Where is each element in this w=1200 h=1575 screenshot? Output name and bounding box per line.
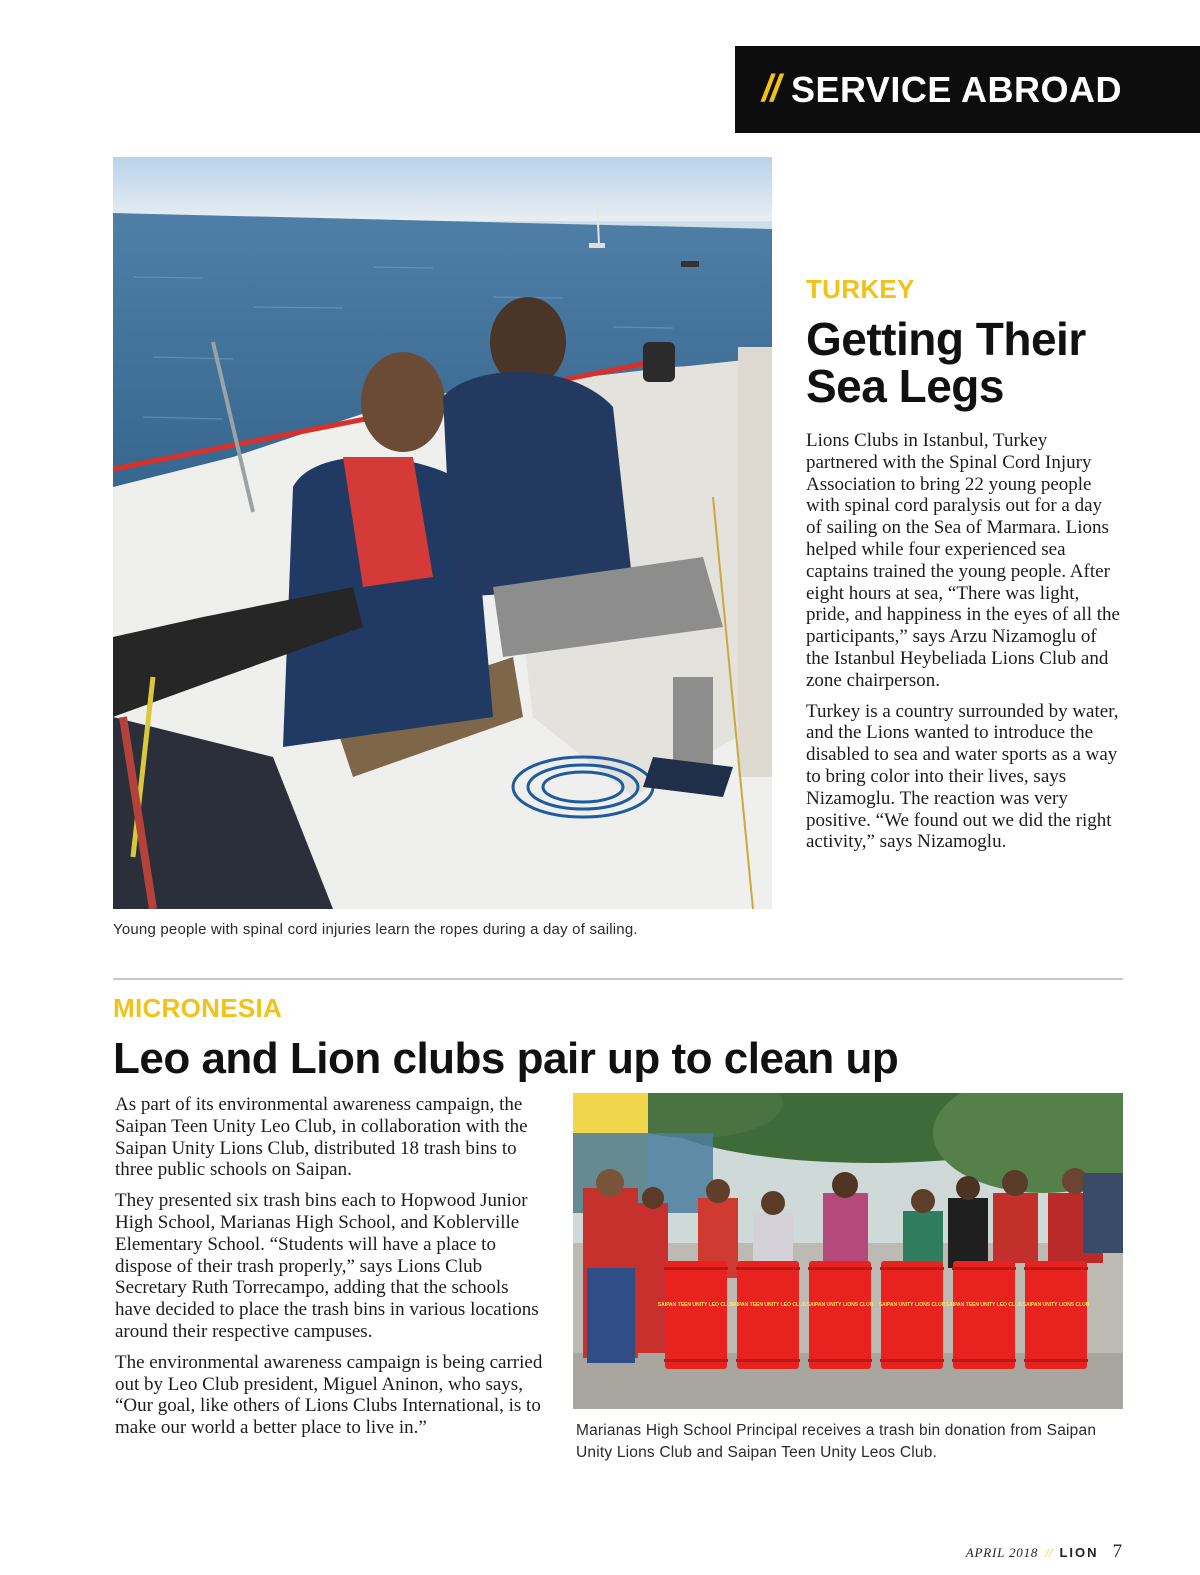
trash-bin [953,1261,1015,1369]
section-banner [735,46,1200,133]
trash-bin-label: SAIPAN UNITY LIONS CLUB [806,1302,874,1308]
turkey-kicker: TURKEY [806,274,915,304]
micronesia-paragraph: The environmental awareness campaign is being carried out by Leo Club president, Miguel Aninon, who says, “Our goal, like others of Lions Clubs International, is to make our world a better place to live in.” [115,1351,543,1439]
trash-bin-label: SAIPAN TEEN UNITY LEO CLUB [657,1302,735,1308]
micronesia-paragraph: They presented six trash bins each to Hopwood Junior High School, Marianas High School, and Koblerville Elementary School. “Students will have a place to dispose of their trash properly,” says Lions Club Secretary Ruth Torrecampo, adding that the schools have decided to place the trash bins in various locations around their respective campuses. [115,1190,539,1342]
trash-bin-rim [736,1359,800,1362]
turkey-paragraph: Lions Clubs in Istanbul, Turkey partnered with the Spinal Cord Injury Association to bring 22 young people with spinal cord paralysis out for a day of sailing on the Sea of Marmara. Lions helped while four experienced sea captains trained the young people. After eight hours at sea, “There was light, pride, and happiness in the eyes of all the participants,” says Arzu Nizamoglu of the Istanbul Heybeliada Lions Club and zone chairperson. [806,430,1120,691]
trash-bin-label: SAIPAN UNITY LIONS CLUB [878,1302,946,1308]
trash-bin-rim [1024,1267,1088,1270]
trash-bin-rim [664,1359,728,1362]
page-footer [966,1541,1122,1563]
section-slashes: // [761,68,779,110]
trash-bin-rim [880,1267,944,1270]
micronesia-headline: Leo and Lion clubs pair up to clean up [113,1034,899,1083]
micronesia-body [115,1094,545,1448]
sailing-photo [113,157,772,909]
turkey-paragraph: Turkey is a country surrounded by water, and the Lions wanted to introduce the disabled to sea and water sports as a way to bring color into their lives, says Nizamoglu. The reaction was very positive. “We found out we did the right activity,” says Nizamoglu. [806,700,1119,853]
trash-bins-caption: Marianas High School Principal receives a trash bin donation from Saipan Unity Lions Club and Saipan Teen Unity Leos Club. [576,1422,1097,1461]
section-divider [113,978,1123,980]
trash-bins-photo [573,1093,1123,1409]
trash-bin [737,1261,799,1369]
trash-bin-rim [664,1267,728,1270]
trash-bin-rim [952,1267,1016,1270]
turkey-headline-line1: Getting Their [806,313,1086,365]
trash-bin-label: SAIPAN TEEN UNITY LEO CLUB [729,1302,807,1308]
trash-bin-rim [880,1359,944,1362]
trash-bin [665,1261,727,1369]
footer-separator: // [1045,1545,1053,1560]
trash-bin-rim [736,1267,800,1270]
turkey-headline [806,313,1136,412]
page-number: 7 [1112,1541,1122,1562]
trash-bin-label: SAIPAN TEEN UNITY LEO CLUB [945,1302,1023,1308]
sailing-photo-caption: Young people with spinal cord injuries learn the ropes during a day of sailing. [113,921,638,938]
trash-bin [809,1261,871,1369]
trash-bin-rim [952,1359,1016,1362]
turkey-body [806,430,1120,862]
trash-bin-label: SAIPAN UNITY LIONS CLUB [1022,1302,1090,1308]
footer-date: APRIL 2018 [965,1545,1039,1560]
footer-magazine-name: LION [1059,1545,1099,1560]
trash-bin [1025,1261,1087,1369]
micronesia-paragraph: As part of its environmental awareness campaign, the Saipan Teen Unity Leo Club, in collaboration with the Saipan Unity Lions Club, distributed 18 trash bins to three public schools on Saipan. [115,1094,528,1181]
trash-bin [881,1261,943,1369]
trash-bin-rim [808,1267,872,1270]
trash-bin-rim [1024,1359,1088,1362]
section-label: SERVICE ABROAD [790,68,1122,110]
micronesia-kicker: MICRONESIA [113,993,283,1023]
turkey-headline-line2: Sea Legs [806,360,1004,412]
trash-bin-rim [808,1359,872,1362]
